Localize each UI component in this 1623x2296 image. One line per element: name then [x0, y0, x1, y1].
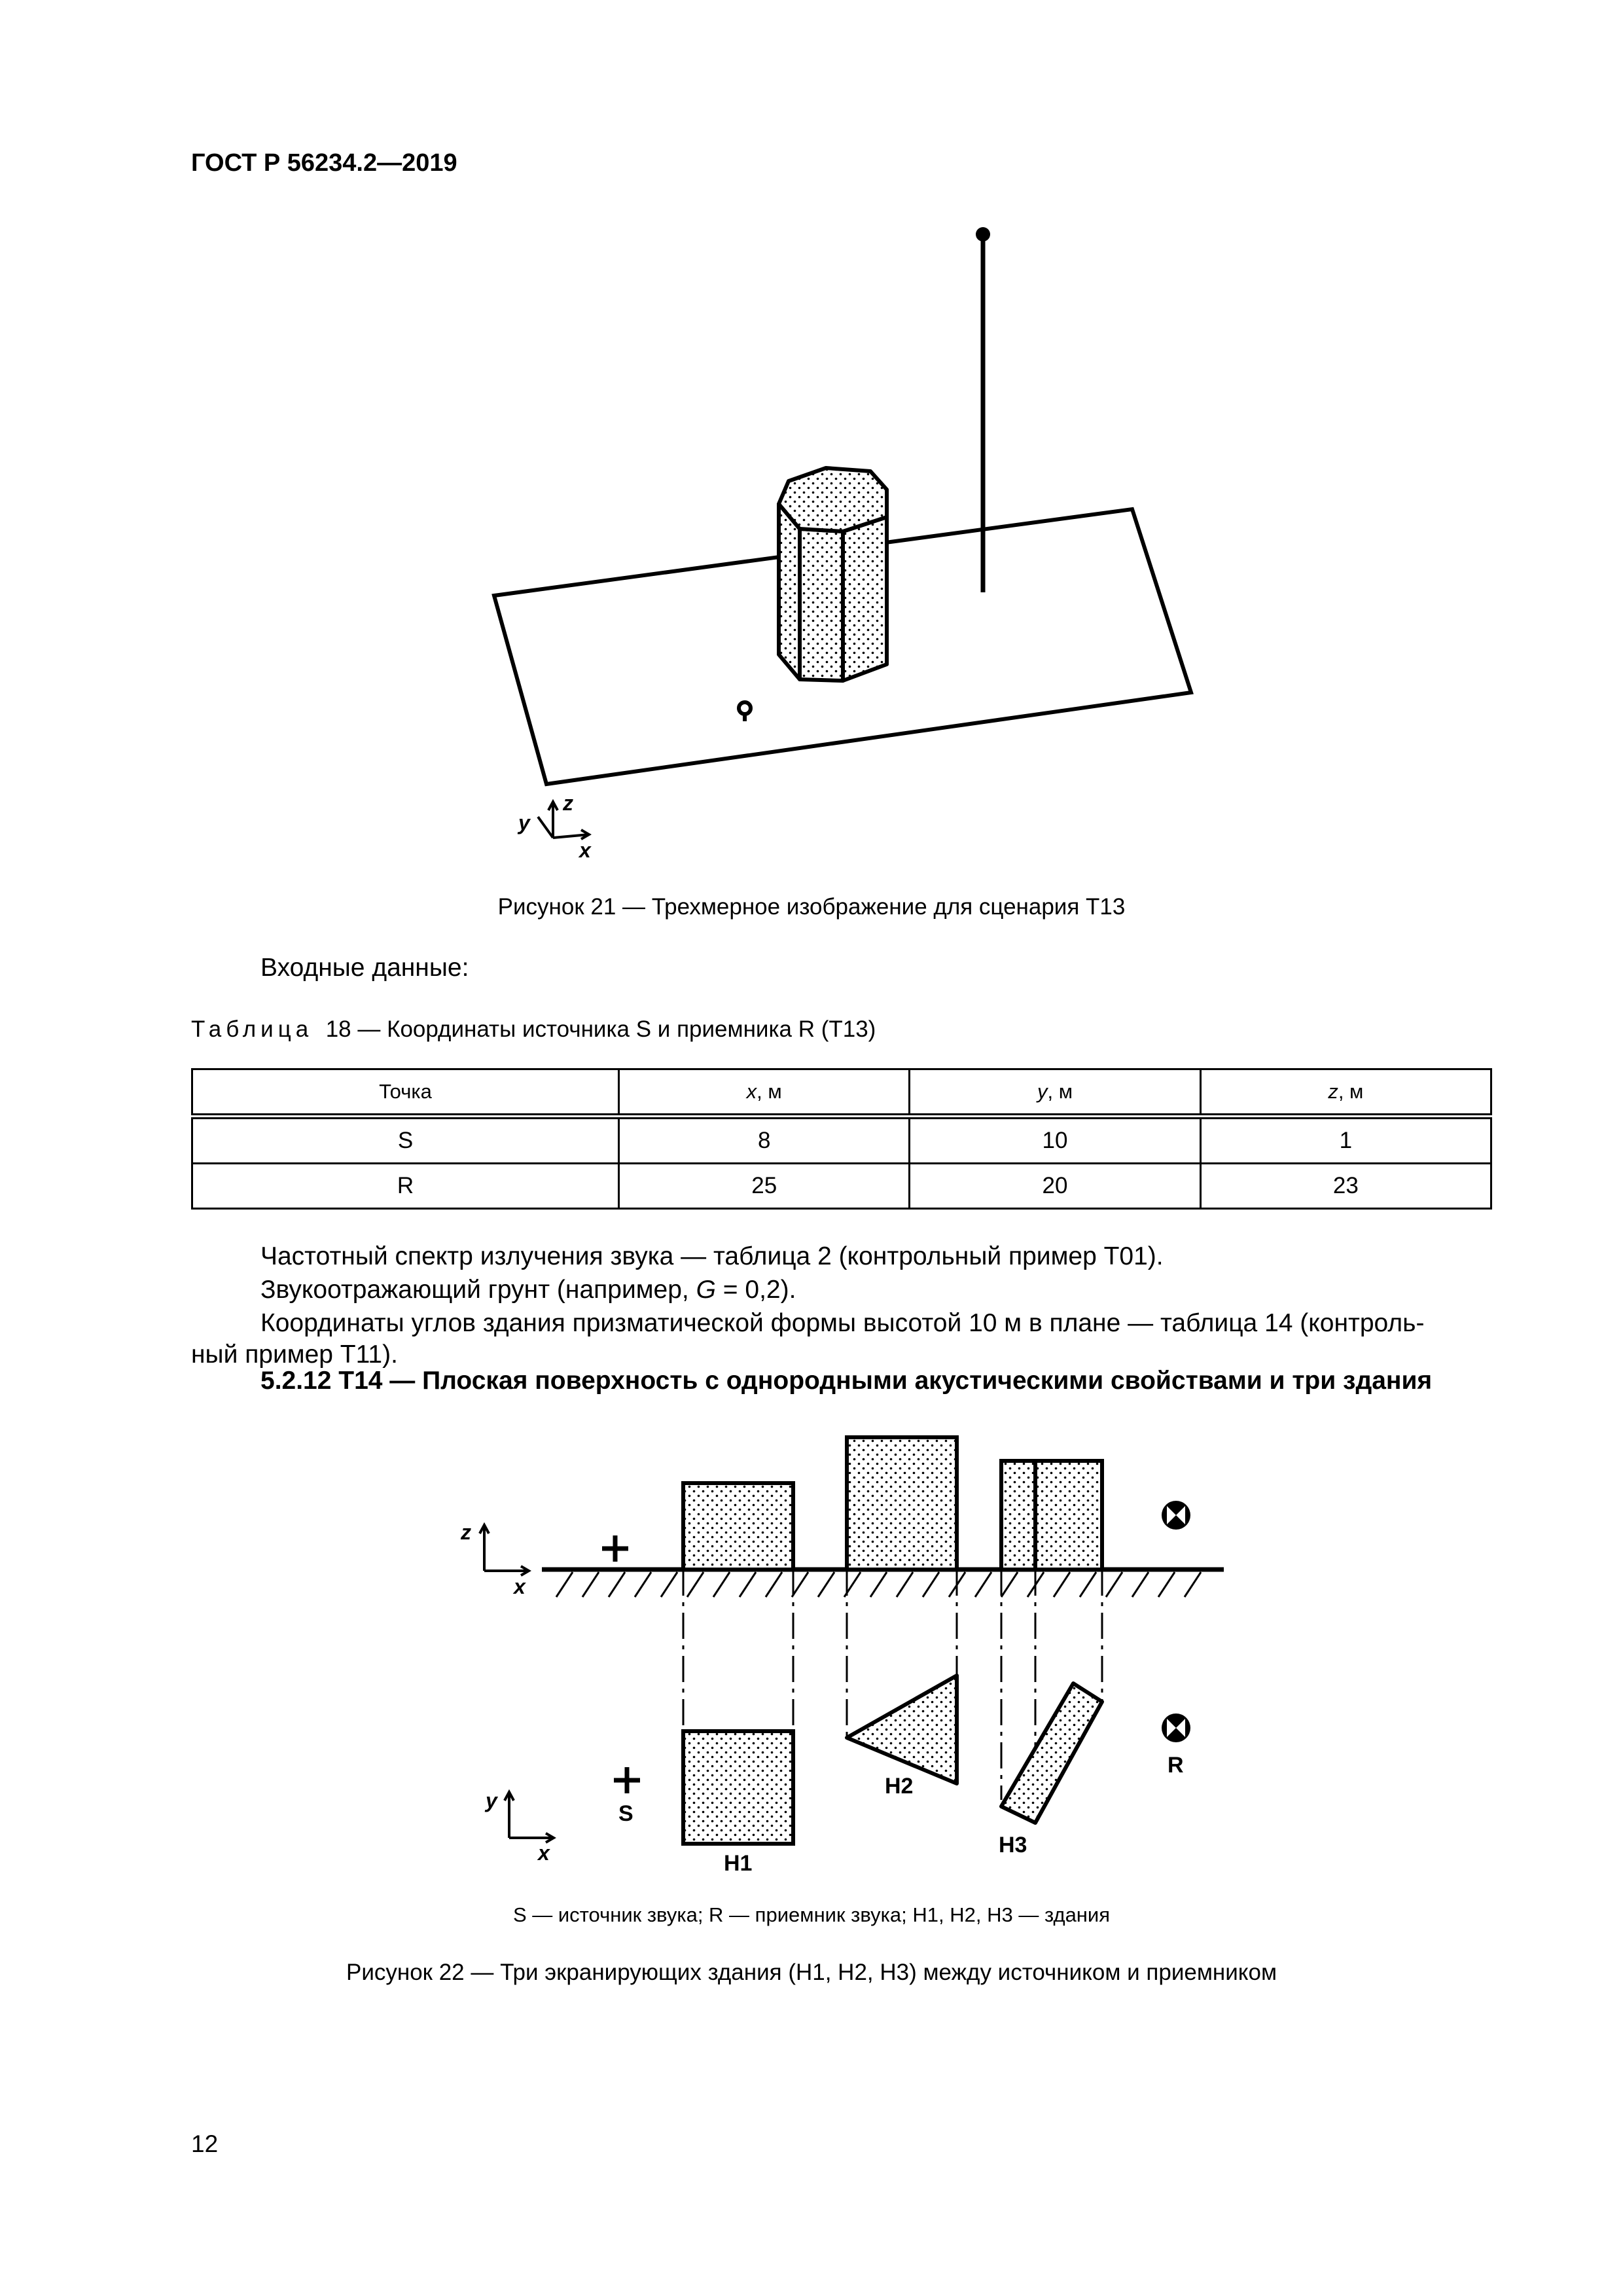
h3-plan: [1001, 1683, 1102, 1823]
document-header: ГОСТ Р 56234.2—2019: [191, 149, 457, 177]
axis-z-label-fig21: z: [563, 791, 573, 815]
table-cell: 8: [619, 1117, 910, 1164]
table-label: Таблица: [191, 1016, 313, 1042]
table-row: [192, 1164, 1491, 1209]
paragraph-spectrum: Частотный спектр излучения звука — таблица 2 (контрольный пример Т01).: [260, 1242, 1164, 1270]
h1-label: Н1: [724, 1851, 753, 1876]
table-cell: 20: [910, 1164, 1200, 1209]
paragraph-ground: Звукоотражающий грунт (например, G = 0,2).: [260, 1276, 796, 1304]
column-header-point: Точка: [192, 1069, 619, 1117]
h3-elevation: [1001, 1461, 1102, 1570]
table-cell: R: [192, 1164, 619, 1209]
axis-z-label-fig22: z: [461, 1520, 471, 1544]
axis-x-label-fig22-top: x: [514, 1575, 526, 1598]
source-label: S: [618, 1801, 633, 1826]
coordinates-table: [191, 1068, 1492, 1210]
receiver-marker-plan: [1162, 1713, 1190, 1742]
table-row: [192, 1117, 1491, 1164]
table-cell: 10: [910, 1117, 1200, 1164]
input-data-heading: Входные данные:: [260, 954, 469, 982]
source-marker-plan: [614, 1767, 640, 1793]
page-number: 12: [191, 2130, 219, 2157]
table-title-text: 18 — Координаты источника S и приемника R (Т13): [325, 1016, 876, 1042]
h1-plan: [683, 1731, 793, 1844]
source-point: [739, 702, 751, 721]
axis-x-label-fig21: x: [579, 838, 591, 862]
table-cell: S: [192, 1117, 619, 1164]
h2-elevation: [847, 1437, 957, 1570]
table-cell: 1: [1200, 1117, 1491, 1164]
axes-zx-fig22: [480, 1525, 529, 1575]
figure-21-caption: Рисунок 21 — Трехмерное изображение для сценария Т13: [497, 894, 1126, 920]
h1-elevation: [683, 1483, 793, 1570]
h2-label: Н2: [885, 1774, 914, 1799]
h2-plan: [847, 1676, 957, 1784]
table-cell: 23: [1200, 1164, 1491, 1209]
receiver-point: [976, 227, 990, 242]
table-18-title: [191, 1016, 876, 1043]
section-heading: 5.2.12 Т14 — Плоская поверхность с однородными акустическими свойствами и три здания: [260, 1367, 1433, 1395]
column-header-z: z, м: [1200, 1069, 1491, 1117]
figure-22-legend: S — источник звука; R — приемник звука; Н1, Н2, Н3 — здания: [512, 1903, 1111, 1926]
column-header-x: x, м: [619, 1069, 910, 1117]
prism-building: [779, 468, 887, 681]
h3-label: Н3: [999, 1833, 1027, 1857]
axis-x-label-fig22-bottom: x: [538, 1841, 550, 1865]
receiver-marker-elevation: [1162, 1501, 1190, 1530]
table-header-row: [192, 1069, 1491, 1117]
paragraph-building-coords-line2: ный пример Т11).: [191, 1340, 398, 1369]
receiver-label: R: [1168, 1753, 1184, 1778]
axes-yx-fig22: [505, 1792, 554, 1842]
figure-22-caption: Рисунок 22 — Три экранирующих здания (Н1, Н2, Н3) между источником и приемником: [346, 1960, 1277, 1985]
source-marker-elevation: [602, 1535, 628, 1562]
ground-hatching: [556, 1572, 1201, 1597]
axis-y-label-fig22: y: [486, 1789, 497, 1812]
table-cell: 25: [619, 1164, 910, 1209]
column-header-y: y, м: [910, 1069, 1200, 1117]
paragraph-building-coords-line1: Координаты углов здания призматической формы высотой 10 м в плане — таблица 14 (контроль-: [260, 1309, 1425, 1337]
axis-y-label-fig21: y: [518, 811, 530, 834]
